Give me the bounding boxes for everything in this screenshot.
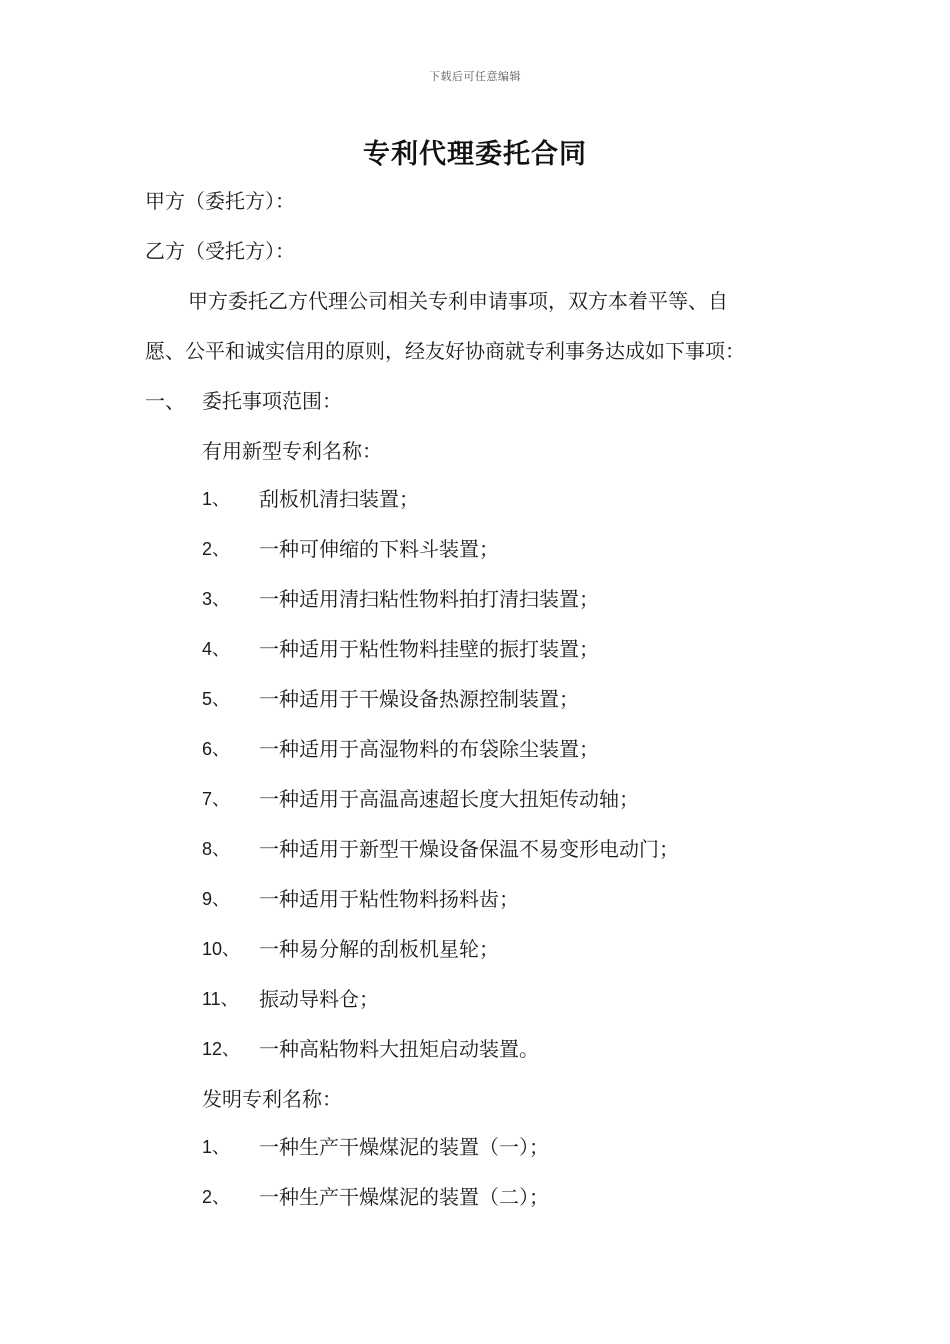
list-item-number: 2、 bbox=[202, 539, 231, 559]
list-item-text: 一种适用于高温高速超长度大扭矩传动轴； bbox=[259, 787, 639, 811]
list-item-text: 刮板机清扫装置； bbox=[259, 487, 419, 511]
list-item-number: 11、 bbox=[202, 989, 239, 1009]
section-1-label: 委托事项范围： bbox=[202, 389, 342, 413]
list-item-text: 一种适用于粘性物料挂壁的振打装置； bbox=[259, 637, 599, 661]
party-b-line: 乙方（受托方）： bbox=[145, 239, 295, 263]
invention-heading: 发明专利名称： bbox=[202, 1087, 342, 1111]
intro-line-2: 愿、公平和诚实信用的原则，经友好协商就专利事务达成如下事项： bbox=[145, 339, 745, 363]
list-item-text: 一种适用于高湿物料的布袋除尘装置； bbox=[259, 737, 599, 761]
list-item-number: 10、 bbox=[202, 939, 241, 959]
list-item-text: 一种易分解的刮板机星轮； bbox=[259, 937, 499, 961]
party-a-line: 甲方（委托方）： bbox=[145, 189, 295, 213]
list-item-text: 一种高粘物料大扭矩启动装置。 bbox=[259, 1037, 539, 1061]
document-title: 专利代理委托合同 bbox=[363, 139, 587, 170]
list-item-number: 4、 bbox=[202, 639, 231, 659]
list-item-number: 5、 bbox=[202, 689, 231, 709]
list-item-text: 一种适用于粘性物料扬料齿； bbox=[259, 887, 519, 911]
list-item-number: 2、 bbox=[202, 1187, 231, 1207]
list-item-number: 3、 bbox=[202, 589, 231, 609]
list-item-text: 一种适用清扫粘性物料拍打清扫装置； bbox=[259, 587, 599, 611]
list-item-text: 一种可伸缩的下料斗装置； bbox=[259, 537, 499, 561]
list-item-number: 7、 bbox=[202, 789, 231, 809]
list-item-number: 12、 bbox=[202, 1039, 241, 1059]
list-item-text: 一种生产干燥煤泥的装置（二）； bbox=[259, 1185, 549, 1209]
list-item-text: 振动导料仓； bbox=[259, 987, 379, 1011]
list-item-number: 1、 bbox=[202, 1137, 231, 1157]
list-item-text: 一种适用于新型干燥设备保温不易变形电动门； bbox=[259, 837, 679, 861]
utility-model-heading: 有用新型专利名称： bbox=[202, 439, 382, 463]
list-item-number: 1、 bbox=[202, 489, 231, 509]
header-note: 下载后可任意编辑 bbox=[429, 70, 521, 83]
section-1-number: 一、 bbox=[145, 389, 185, 413]
list-item-text: 一种适用于干燥设备热源控制装置； bbox=[259, 687, 579, 711]
intro-line-1: 甲方委托乙方代理公司相关专利申请事项，双方本着平等、自 bbox=[188, 289, 728, 313]
list-item-text: 一种生产干燥煤泥的装置（一）； bbox=[259, 1135, 549, 1159]
list-item-number: 8、 bbox=[202, 839, 231, 859]
list-item-number: 9、 bbox=[202, 889, 231, 909]
list-item-number: 6、 bbox=[202, 739, 231, 759]
